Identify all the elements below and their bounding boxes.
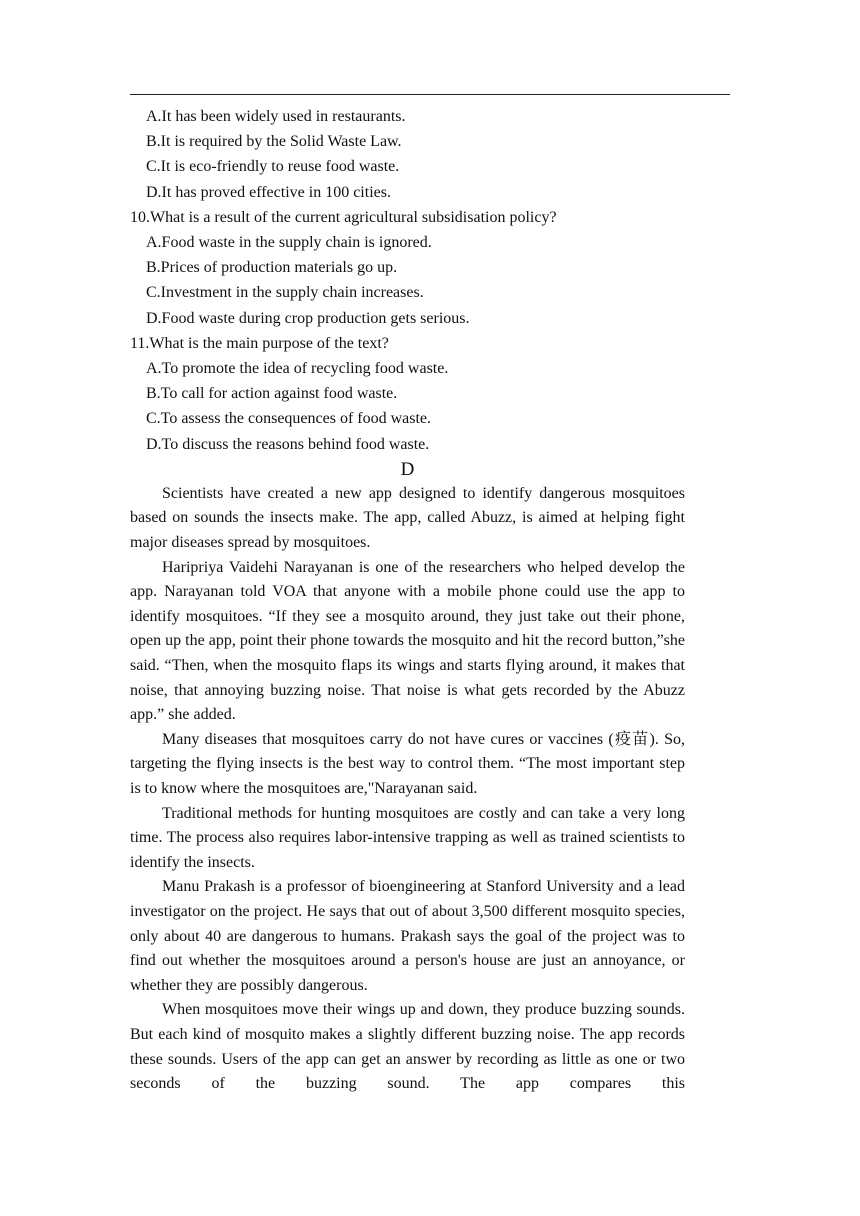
paragraph-6: When mosquitoes move their wings up and down, they produce buzzing sounds. But each kind of mosquito makes a slightly different buzzing noise. The app records these sounds. Users of the app can get an answer by recording as little as one or two seconds of the buzzing sound. The app compares this — [130, 1001, 685, 1093]
q11-option-b: B.To call for action against food waste. — [146, 385, 398, 403]
q10-option-a: A.Food waste in the supply chain is ignored. — [146, 234, 432, 252]
paragraph-3: Many diseases that mosquitoes carry do not have cures or vaccines (疫苗). So, targeting the flying insects is the best way to control them. “The most important step is to know where the mosquitoes are,"Narayanan said. — [130, 730, 685, 797]
q11-option-c: C.To assess the consequences of food waste. — [146, 410, 432, 428]
header-rule — [130, 94, 730, 95]
paragraph-1: Scientists have created a new app designed to identify dangerous mosquitoes based on sounds the insects make. The app, called Abuzz, is aimed at helping fight major diseases spread by mosquitoes. — [130, 484, 685, 552]
document-page — [130, 104, 685, 1097]
q11-option-d: D.To discuss the reasons behind food waste. — [146, 435, 430, 453]
q10-option-d: D.Food waste during crop production gets serious. — [146, 309, 470, 327]
q10-option-b: B.Prices of production materials go up. — [146, 259, 398, 277]
q11-option-a: A.To promote the idea of recycling food waste. — [146, 360, 449, 378]
q10-option-c: C.Investment in the supply chain increases. — [146, 284, 424, 302]
paragraph-5: Manu Prakash is a professor of bioengineering at Stanford University and a lead investigator on the project. He says that out of about 3,500 different mosquito species, only about 40 are dangerous to humans. Prakash says the goal of the project was to find out whether the mosquitoes around a person's house are just an annoyance, or whether they are possibly dangerous. — [130, 878, 685, 994]
q9-option-a: A.It has been widely used in restaurants. — [146, 108, 406, 125]
q9-option-d: D.It has proved effective in 100 cities. — [146, 183, 391, 201]
q9-option-c: C.It is eco-friendly to reuse food waste. — [146, 158, 400, 176]
q9-option-b: B.It is required by the Solid Waste Law. — [146, 133, 402, 151]
paragraph-4: Traditional methods for hunting mosquitoes are costly and can take a very long time. The process also requires labor-intensive trapping as well as trained scientists to identify the insects. — [130, 804, 685, 871]
paragraph-2: Haripriya Vaidehi Narayanan is one of the researchers who helped develop the app. Narayanan told VOA that anyone with a mobile phone could use the app to identify mosquitoes. “If they see a mosquito around, they just take out their phone, open up the app, point their phone towards the mosquito and hit the record button,”she said. “Then, when the mosquito flaps its wings and starts flying around, it makes that noise, that annoying buzzing noise. That noise is what gets recorded by the Abuzz app.” she added. — [130, 558, 685, 724]
q10-question: 10.What is a result of the current agricultural subsidisation policy? — [130, 208, 557, 226]
q11-question: 11.What is the main purpose of the text? — [130, 334, 389, 352]
section-heading: D — [400, 458, 415, 480]
